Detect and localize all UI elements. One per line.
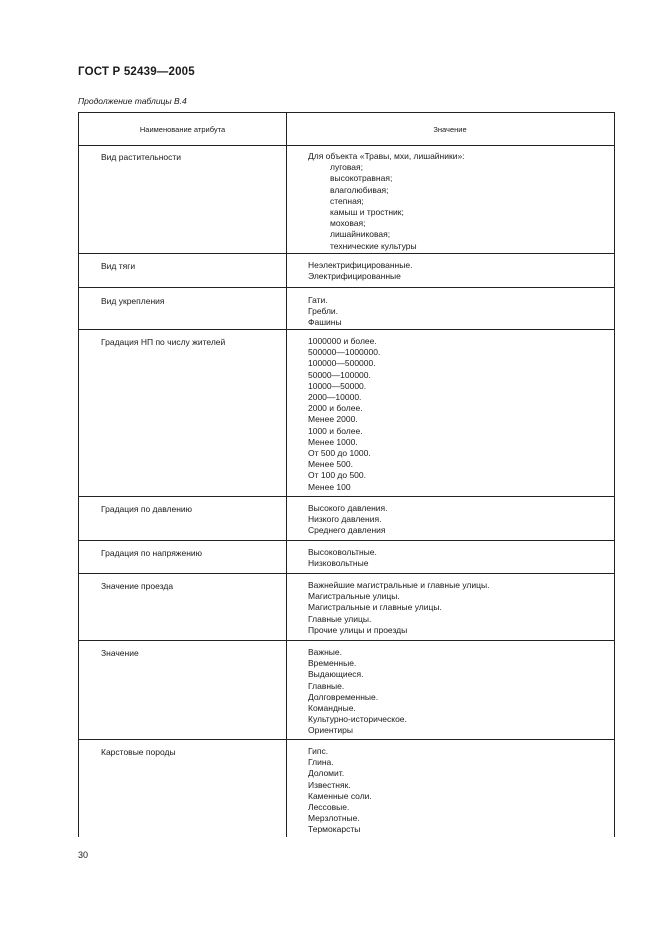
value-item: Прочие улицы и проезды <box>308 624 408 635</box>
value-item: Командные. <box>308 703 356 714</box>
column-divider <box>286 113 287 837</box>
table-header-row <box>79 113 614 146</box>
attribute-name: Карстовые породы <box>101 747 176 757</box>
document-header: ГОСТ Р 52439—2005 <box>78 66 195 78</box>
table-row <box>79 288 614 330</box>
value-item: Неэлектрифицированные. <box>308 260 413 270</box>
value-item: От 500 до 1000. <box>308 448 371 459</box>
value-item: Ориентиры <box>308 725 353 736</box>
attribute-name: Значение проезда <box>101 581 174 591</box>
attribute-name: Вид тяги <box>101 261 136 271</box>
value-item: Гребли. <box>308 306 339 317</box>
value-item: луговая; <box>330 162 363 173</box>
value-item: 1000 и более. <box>308 425 363 436</box>
attribute-name: Вид укрепления <box>101 296 165 306</box>
value-item: Выдающиеся. <box>308 669 364 680</box>
table-caption: Продолжение таблицы В.4 <box>78 96 187 106</box>
value-item: 500000—1000000. <box>308 347 381 358</box>
attribute-values <box>308 580 608 636</box>
attribute-values <box>308 260 608 282</box>
attribute-values <box>308 647 608 737</box>
value-item: лишайниковая; <box>330 229 391 240</box>
attribute-name: Значение <box>101 648 139 658</box>
value-item: Известняк. <box>308 779 351 790</box>
value-item: Главные. <box>308 680 345 691</box>
value-item: Менее 1000. <box>308 436 358 447</box>
value-item: высокотравная; <box>330 173 393 184</box>
table-row <box>79 740 614 838</box>
value-item: Доломит. <box>308 768 345 779</box>
value-item: 1000000 и более. <box>308 336 377 346</box>
value-item: 2000 и более. <box>308 403 363 414</box>
value-item: Высокого давления. <box>308 503 388 513</box>
table-row <box>79 574 614 641</box>
value-item: Менее 500. <box>308 459 353 470</box>
value-item: Мерзлотные. <box>308 813 360 824</box>
table-row <box>79 641 614 740</box>
value-item: 50000—100000. <box>308 369 371 380</box>
value-item: Электрифицированные <box>308 271 401 282</box>
value-item: Низкого давления. <box>308 514 382 525</box>
value-item: Менее 2000. <box>308 414 358 425</box>
value-item: Магистральные улицы. <box>308 591 400 602</box>
table-row <box>79 254 614 288</box>
value-item: Временные. <box>308 658 357 669</box>
attribute-values <box>308 336 608 493</box>
attribute-name: Градация НП по числу жителей <box>101 337 226 347</box>
attribute-values <box>308 503 608 537</box>
value-item: От 100 до 500. <box>308 470 367 481</box>
attribute-name: Вид растительности <box>101 152 182 162</box>
value-item: Важные. <box>308 647 342 657</box>
value-item: Менее 100 <box>308 481 351 492</box>
value-item: Среднего давления <box>308 525 386 536</box>
value-item: Для объекта «Травы, мхи, лишайники»: <box>308 151 465 161</box>
table-row <box>79 497 614 541</box>
attribute-name: Градация по напряжению <box>101 548 203 558</box>
attribute-values <box>308 746 608 836</box>
table-row <box>79 330 614 497</box>
value-item: влаголюбивая; <box>330 184 389 195</box>
value-item: 100000—500000. <box>308 358 376 369</box>
value-item: Гати. <box>308 295 328 305</box>
value-item: моховая; <box>330 218 366 229</box>
value-item: Каменные соли. <box>308 790 372 801</box>
attribute-values <box>308 151 608 252</box>
value-item: технические культуры <box>330 240 417 251</box>
column-header-value: Значение <box>433 125 467 134</box>
value-item: Долговременные. <box>308 691 379 702</box>
value-item: Фашины <box>308 317 342 328</box>
value-item: Низковольтные <box>308 558 369 569</box>
attribute-table <box>78 112 615 837</box>
attribute-values <box>308 547 608 569</box>
value-item: Лессовые. <box>308 802 350 813</box>
column-header-attribute: Наименование атрибута <box>139 125 226 134</box>
value-item: Важнейшие магистральные и главные улицы. <box>308 580 490 590</box>
page-number: 30 <box>78 850 89 860</box>
value-item: Гипс. <box>308 746 329 756</box>
value-item: камыш и тростник; <box>330 207 404 218</box>
value-item: Высоковольтные. <box>308 547 377 557</box>
value-item: Глина. <box>308 757 334 768</box>
attribute-name: Градация по давлению <box>101 504 193 514</box>
value-item: 2000—10000. <box>308 392 362 403</box>
value-item: Главные улицы. <box>308 613 372 624</box>
table-row <box>79 541 614 574</box>
value-item: Термокарсты <box>308 824 361 835</box>
value-item: Магистральные и главные улицы. <box>308 602 442 613</box>
value-item: степная; <box>330 195 364 206</box>
attribute-values <box>308 295 608 329</box>
value-item: 10000—50000. <box>308 380 367 391</box>
table-row <box>79 145 614 254</box>
value-item: Культурно-историческое. <box>308 714 407 725</box>
